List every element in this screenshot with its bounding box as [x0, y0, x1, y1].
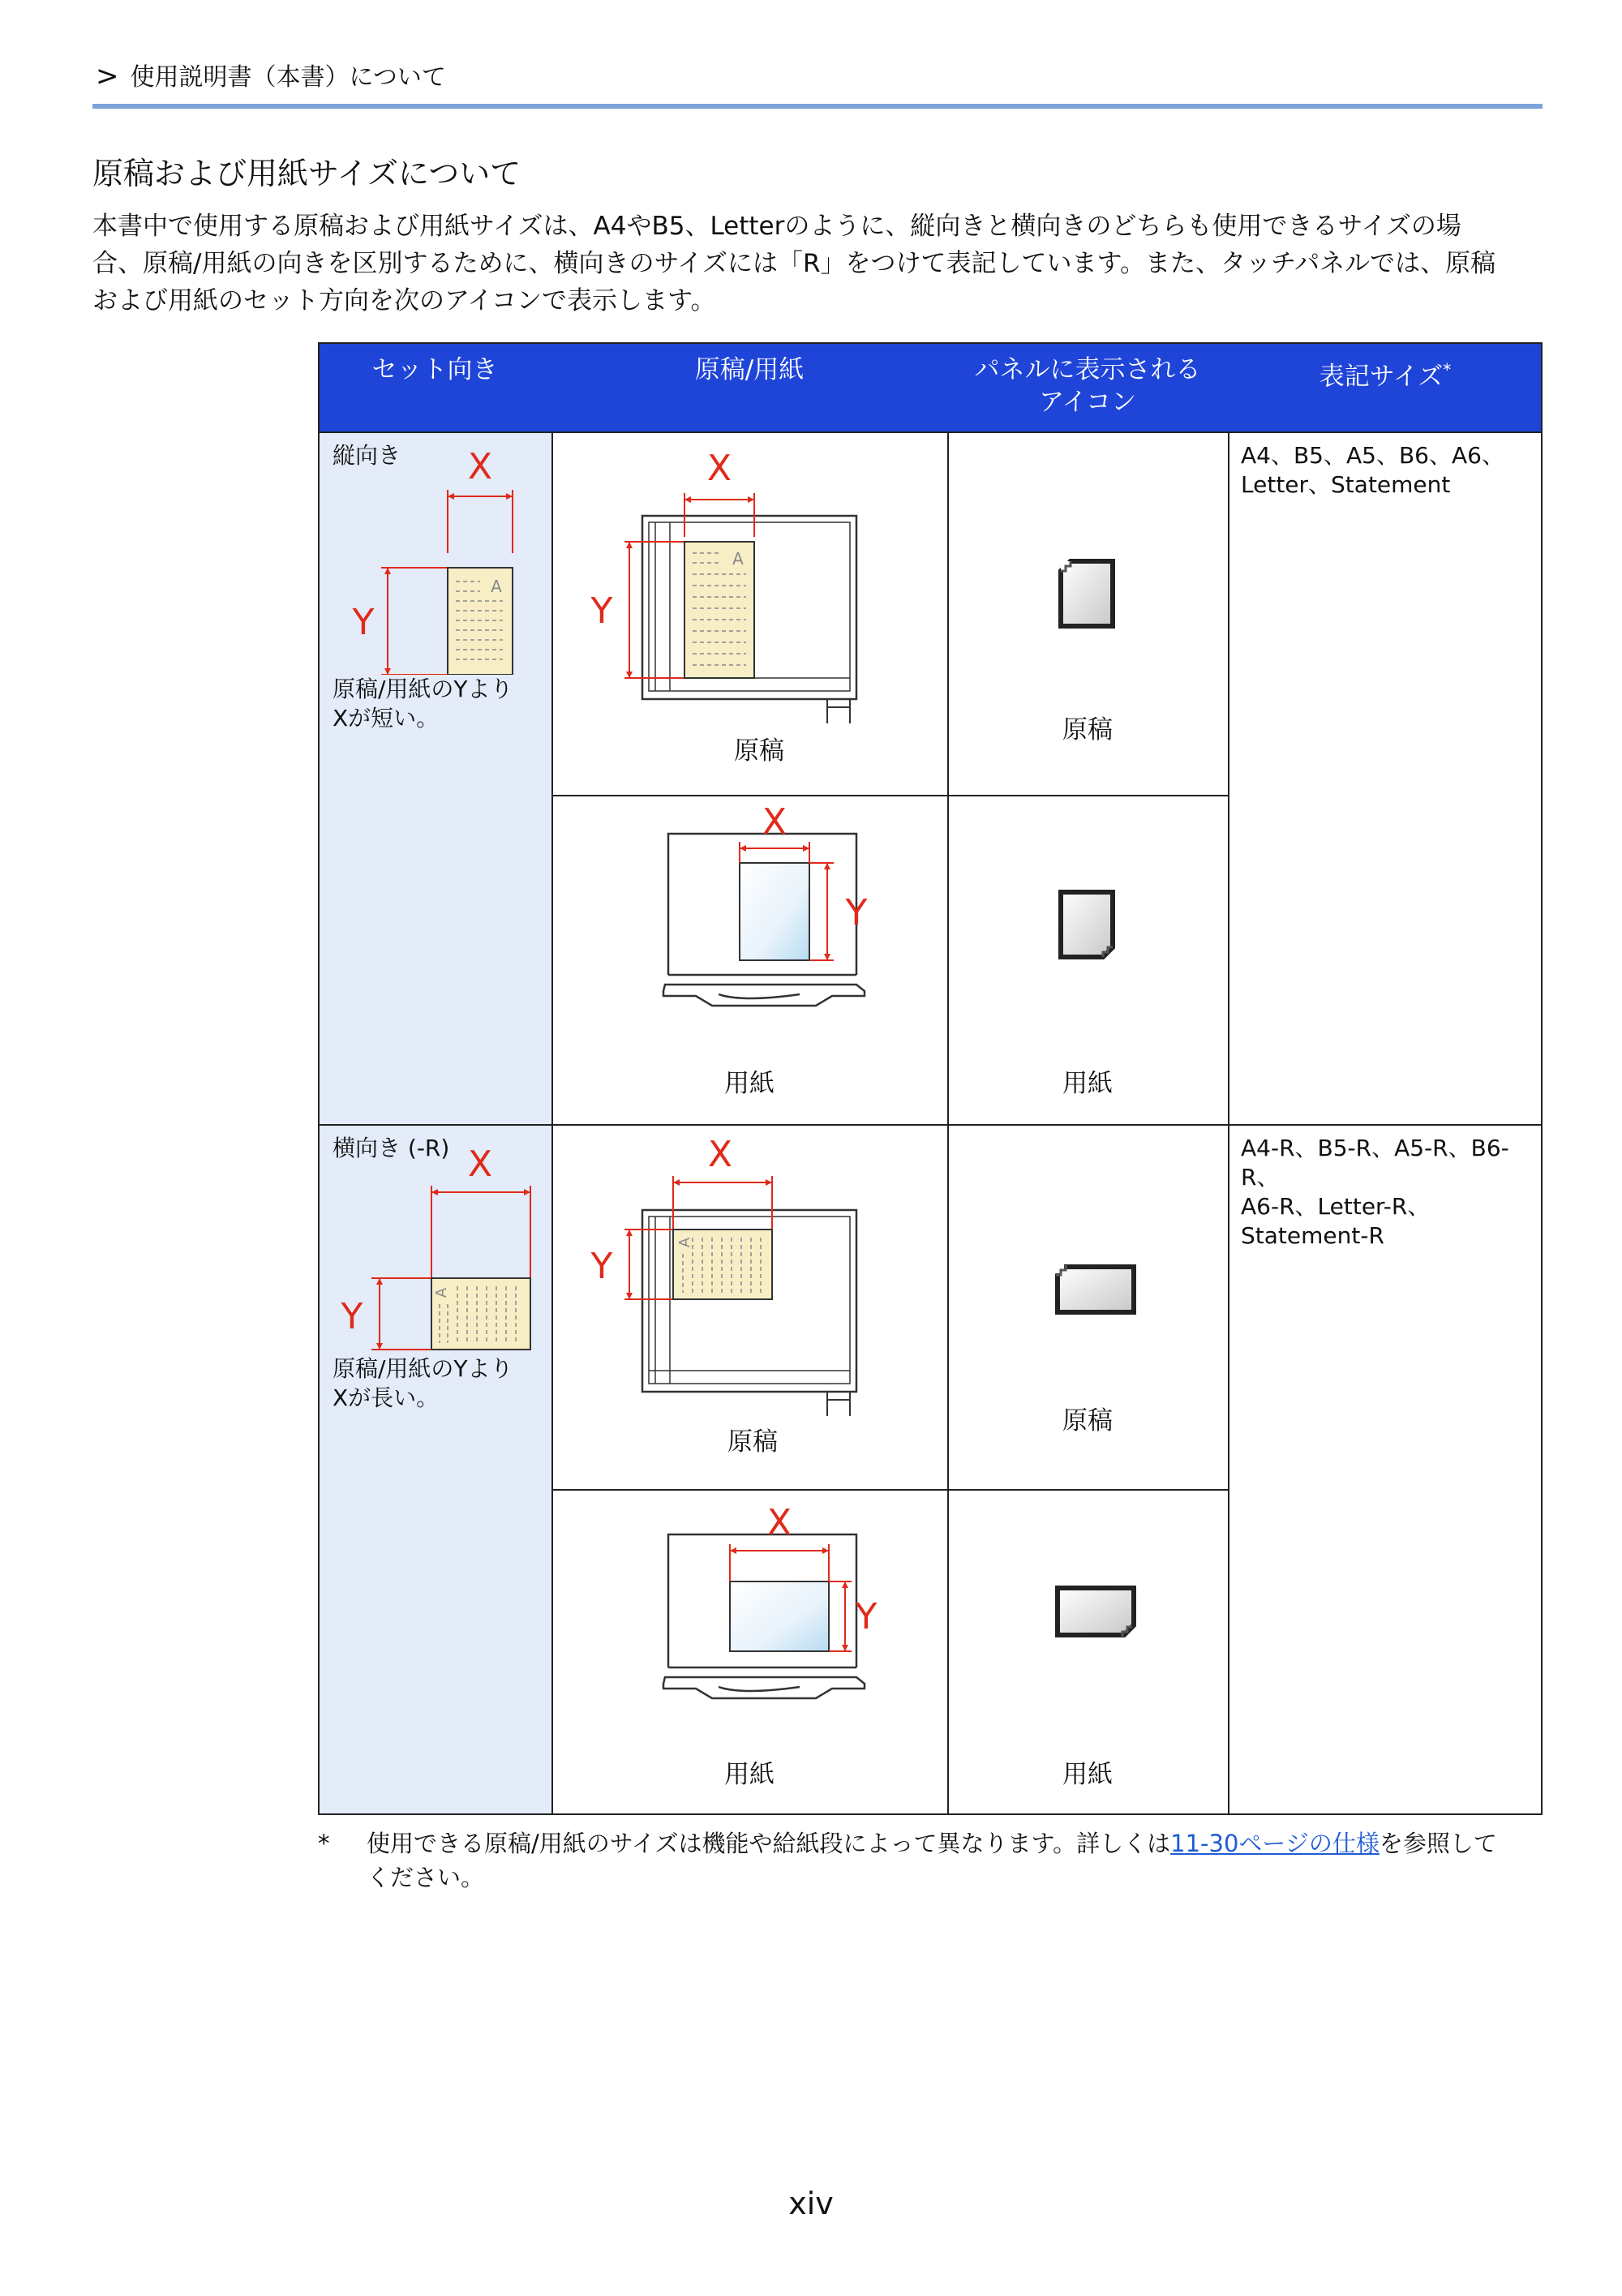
table-border — [318, 342, 1543, 344]
sheet-letter: A — [732, 549, 744, 569]
breadcrumb[interactable] — [96, 57, 446, 92]
table-border — [318, 1813, 1543, 1815]
paper-sheet — [740, 863, 809, 960]
dimension-x-label: X — [467, 1144, 493, 1185]
paper-sheet — [730, 1581, 829, 1651]
intro-line: 合、原稿/用紙の向きを区別するために、横向きのサイズには「R」をつけて表記しています。また、タッチパネルでは、原稿 — [92, 249, 1496, 278]
dimension-x-label: X — [467, 446, 493, 487]
dimension-x-label: X — [706, 448, 732, 489]
paper-portrait-icon — [1061, 892, 1113, 957]
portrait-sheet — [448, 568, 513, 675]
landscape-original-caption: 原稿 — [727, 1427, 778, 1457]
header-original-paper: 原稿/用紙 — [551, 342, 947, 431]
table-border — [1541, 342, 1543, 1815]
breadcrumb-text[interactable]: 使用説明書（本書）について — [130, 63, 446, 92]
section-title: 原稿および用紙サイズについて — [92, 156, 521, 191]
footnote — [367, 1826, 1543, 1895]
landscape-description: 原稿/用紙のYより Xが長い。 — [333, 1355, 513, 1411]
landscape-icon-original-caption: 原稿 — [1062, 1406, 1113, 1436]
portrait-icon-paper-caption: 用紙 — [1062, 1069, 1113, 1098]
dimension-y-label: Y — [845, 892, 868, 933]
document-landscape-icon — [1058, 1267, 1134, 1312]
footnote-mark: * — [1443, 360, 1452, 380]
dimension-y-label: Y — [590, 590, 613, 632]
intro-line: 本書中で使用する原稿および用紙サイズは、A4やB5、Letterのように、縦向きと横向きのどちらも使用できるサイズの場 — [92, 212, 1461, 241]
landscape-icon-paper-caption: 用紙 — [1062, 1760, 1113, 1789]
landscape-paper-caption: 用紙 — [724, 1760, 775, 1789]
footnote-line: ください。 — [367, 1864, 485, 1891]
header-panel-icon: パネルに表示される アイコン — [947, 342, 1228, 431]
page-number: xiv — [788, 2186, 834, 2221]
header-size-notation: 表記サイズ* — [1228, 342, 1543, 431]
landscape-label: 横向き (-R) — [333, 1135, 450, 1161]
dimension-y-label: Y — [341, 1296, 363, 1337]
paper-orientation-table — [318, 342, 1543, 1815]
original-sheet — [684, 542, 754, 678]
dimension-y-label: Y — [590, 1246, 613, 1287]
portrait-paper-caption: 用紙 — [724, 1069, 775, 1098]
dimension-x-label: X — [766, 1502, 792, 1543]
portrait-icon-original-caption: 原稿 — [1062, 715, 1113, 745]
portrait-sheet-illustration — [318, 431, 551, 675]
footnote-line: 使用できる原稿/用紙のサイズは機能や給紙段によって異なります。詳しくは11-30ページの仕様を参照して — [367, 1830, 1497, 1857]
sheet-letter: A — [433, 1287, 450, 1298]
spec-page-link[interactable]: 11-30ページの仕様 — [1170, 1830, 1380, 1857]
header-set-direction: セット向き — [318, 342, 551, 431]
landscape-sizes: A4-R、B5-R、A5-R、B6-R、 A6-R、Letter-R、 Statement-R — [1241, 1135, 1509, 1249]
sheet-letter: A — [676, 1237, 693, 1248]
table-border — [1228, 431, 1229, 1815]
dimension-y-label: Y — [855, 1596, 878, 1637]
dimension-x-label: X — [762, 801, 787, 843]
footnote-marker: * — [318, 1830, 330, 1857]
dimension-x-label: X — [707, 1134, 733, 1175]
chevron-right-icon: > — [96, 60, 119, 92]
portrait-sizes: A4、B5、A5、B6、A6、 Letter、Statement — [1241, 442, 1504, 498]
landscape-sheet-illustration — [318, 1124, 551, 1359]
portrait-description: 原稿/用紙のYより Xが短い。 — [333, 676, 513, 732]
intro-paragraph — [92, 208, 1544, 320]
portrait-original-caption: 原稿 — [734, 736, 784, 766]
intro-line: および用紙のセット方向を次のアイコンで表示します。 — [92, 286, 716, 315]
dimension-y-label: Y — [352, 602, 375, 643]
paper-landscape-icon — [1058, 1588, 1134, 1635]
sheet-letter: A — [491, 577, 502, 596]
portrait-label: 縦向き — [333, 442, 401, 469]
header-divider — [92, 104, 1543, 109]
